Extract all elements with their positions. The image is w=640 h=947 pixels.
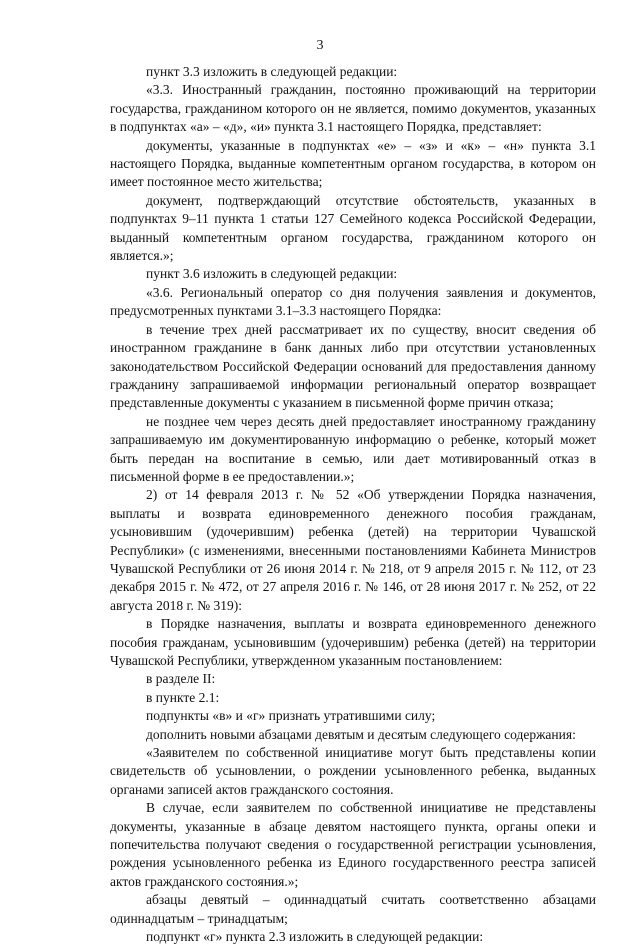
paragraph: пункт 3.6 изложить в следующей редакции:: [146, 266, 398, 282]
paragraph: в разделе II:: [146, 671, 216, 687]
paragraph: в течение трех дней рассматривает их по существу, вносит сведения об иностранном гражданине в банк данных либо при отсутствии установленных законодательством Российской Федерации оснований для предоставления данному гражданину запрашиваемой информации региональный оператор возвращает представленные документы с указанием в письменной форме причин отказа;: [110, 321, 596, 411]
paragraph: документ, подтверждающий отсутствие обстоятельств, указанных в подпунктах 9–11 пункта 1 статьи 127 Семейного кодекса Российской Федерации, выданный компетентным органом государства, гражданином которого он является.»;: [110, 192, 596, 264]
paragraph: документы, указанные в подпунктах «е» – «з» и «к» – «н» пункта 3.1 настоящего Порядка, выданные компетентным органом государства, в котором он имеет постоянное место жительства;: [110, 137, 596, 190]
paragraph: в пункте 2.1:: [146, 689, 220, 705]
paragraph: 2) от 14 февраля 2013 г. № 52 «Об утверждении Порядка назначения, выплаты и возврата единовременного денежного пособия гражданам, усыновившим (удочерившим) ребенка (детей) на территории Чувашской Республики» (с изменениями, внесенными постановлениями Кабинета Министров Чувашской Республики от 26 июня 2014 г. № 218, от 9 апреля 2015 г. № 112, от 23 декабря 2015 г. № 472, от 27 апреля 2016 г. № 146, от 28 июня 2017 г. № 252, от 22 августа 2018 г. № 319):: [110, 487, 596, 613]
document-body: [110, 63, 596, 947]
paragraph: пункт 3.3 изложить в следующей редакции:: [146, 64, 398, 79]
paragraph: «Заявителем по собственной инициативе могут быть представлены копии свидетельств об усыновлении, о рождении усыновленного ребенка, выданных органами записей актов гражданского состояния.: [110, 745, 596, 797]
paragraph: дополнить новыми абзацами девятым и десятым следующего содержания:: [146, 726, 576, 742]
paragraph: «3.3. Иностранный гражданин, постоянно проживающий на территории государства, гражданином которого он не является, помимо документов, указанных в подпунктах «а» – «д», «и» пункта 3.1 настоящего Порядка, представляет:: [110, 82, 596, 135]
paragraph: В случае, если заявителем по собственной инициативе не представлены документы, указанные в абзаце девятом настоящего пункта, органы опеки и попечительства получают сведения о государственной регистрации усыновления, рождения усыновленного ребенка из Единого государственного реестра записей актов гражданского состояния.»;: [110, 800, 596, 889]
paragraph: «3.6. Региональный оператор со дня получения заявления и документов, предусмотренных пунктами 3.1–3.3 настоящего Порядка:: [110, 284, 596, 319]
page-number: 3: [316, 38, 324, 53]
paragraph: подпункт «г» пункта 2.3 изложить в следующей редакции:: [146, 929, 484, 945]
paragraph: в Порядке назначения, выплаты и возврата единовременного денежного пособия гражданам, усыновившим (удочерившим) ребенка (детей) на территории Чувашской Республики, утвержденном указанным постановлением:: [110, 616, 596, 668]
paragraph: подпункты «в» и «г» признать утратившими силу;: [146, 708, 436, 724]
paragraph: не позднее чем через десять дней предоставляет иностранному гражданину запрашиваемую им документированную информацию о ребенке, который может быть передан на воспитание в семью, или дает мотивированный отказ в письменной форме в ее предоставлении.»;: [110, 413, 596, 484]
paragraph: абзацы девятый – одиннадцатый считать соответственно абзацами одиннадцатым – тринадцатым;: [110, 892, 596, 926]
